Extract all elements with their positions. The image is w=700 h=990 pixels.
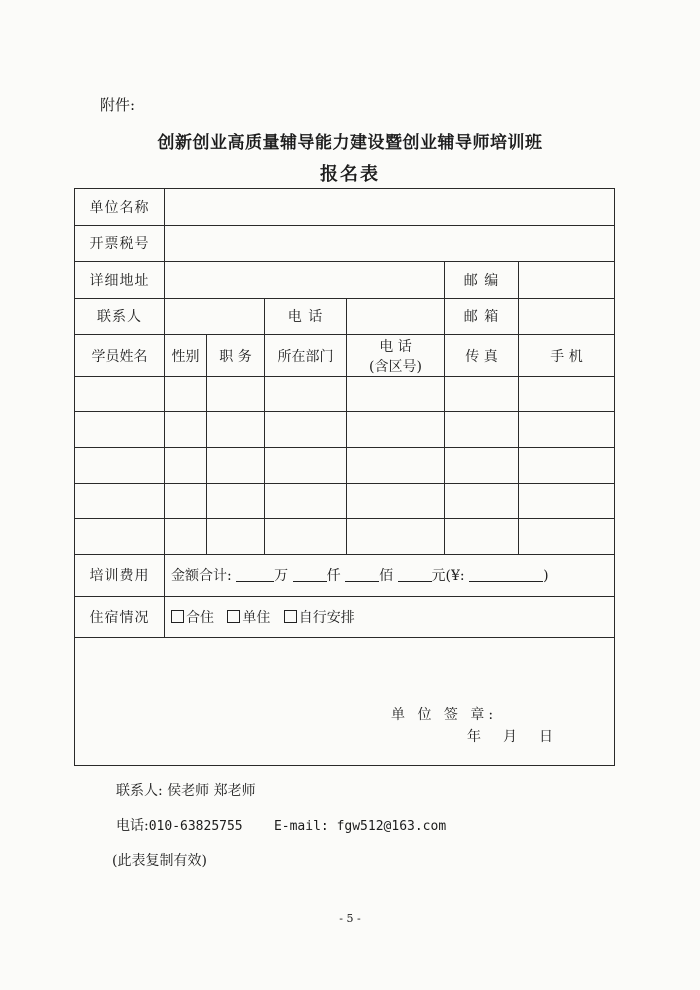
fee-row xyxy=(75,554,615,597)
fee-bai-label: 佰 xyxy=(379,568,394,585)
col-department: 所在部门 xyxy=(265,335,347,377)
student-cell[interactable] xyxy=(75,412,165,448)
phone-label: 电 话 xyxy=(265,298,347,335)
student-cell[interactable] xyxy=(347,376,445,412)
student-row xyxy=(75,412,615,448)
student-cell[interactable] xyxy=(445,447,519,483)
student-cell[interactable] xyxy=(519,376,615,412)
student-cell[interactable] xyxy=(347,447,445,483)
student-cell[interactable] xyxy=(75,483,165,519)
lodging-options xyxy=(165,597,615,638)
fee-total-label: 金额合计: xyxy=(171,568,232,585)
signature-area[interactable] xyxy=(75,637,615,765)
fee-qian-blank[interactable] xyxy=(293,567,327,582)
date-line xyxy=(467,726,575,746)
student-cell[interactable] xyxy=(519,519,615,555)
student-cell[interactable] xyxy=(445,483,519,519)
lodging-row xyxy=(75,597,615,638)
row-invoice-tax-no xyxy=(75,225,615,262)
address-label: 详细地址 xyxy=(75,262,165,299)
email-label: 邮 箱 xyxy=(445,298,519,335)
student-cell[interactable] xyxy=(347,519,445,555)
lodging-option-shared[interactable]: 合住 xyxy=(171,610,214,626)
checkbox-icon[interactable] xyxy=(284,610,297,623)
col-phone-bottom: (含区号) xyxy=(369,358,422,375)
email-address: fgw512@163.com xyxy=(336,819,447,834)
student-cell[interactable] xyxy=(75,376,165,412)
registration-form-table xyxy=(74,188,615,766)
phone-field[interactable] xyxy=(347,298,445,335)
email-field[interactable] xyxy=(519,298,615,335)
student-cell[interactable] xyxy=(207,483,265,519)
col-phone xyxy=(347,335,445,377)
student-cell[interactable] xyxy=(265,376,347,412)
student-cell[interactable] xyxy=(165,412,207,448)
form-title: 创新创业高质量辅导能力建设暨创业辅导师培训班 xyxy=(157,133,543,153)
row-address xyxy=(75,262,615,299)
student-cell[interactable] xyxy=(75,519,165,555)
footer-phone-line xyxy=(116,815,446,835)
student-row xyxy=(75,483,615,519)
fee-close-paren: ) xyxy=(543,568,549,585)
student-cell[interactable] xyxy=(265,519,347,555)
row-contact xyxy=(75,298,615,335)
col-fax: 传 真 xyxy=(445,335,519,377)
day-label: 日 xyxy=(539,728,553,745)
student-cell[interactable] xyxy=(265,447,347,483)
fee-field[interactable] xyxy=(165,554,615,597)
student-cell[interactable] xyxy=(207,519,265,555)
student-cell[interactable] xyxy=(347,483,445,519)
fee-wan-blank[interactable] xyxy=(236,567,274,582)
fee-label: 培训费用 xyxy=(75,554,165,597)
signature-row xyxy=(75,637,615,765)
contact-person-label: 联系人 xyxy=(75,298,165,335)
student-cell[interactable] xyxy=(445,376,519,412)
student-header-row xyxy=(75,335,615,377)
checkbox-icon[interactable] xyxy=(227,610,240,623)
lodging-option-single[interactable]: 单住 xyxy=(227,610,270,626)
unit-seal-label: 单 位 签 章: xyxy=(391,706,498,723)
student-cell[interactable] xyxy=(519,412,615,448)
col-gender: 性别 xyxy=(165,335,207,377)
fee-bai-blank[interactable] xyxy=(345,567,379,582)
contact-person-field[interactable] xyxy=(165,298,265,335)
student-cell[interactable] xyxy=(165,519,207,555)
student-cell[interactable] xyxy=(165,376,207,412)
student-cell[interactable] xyxy=(207,412,265,448)
unit-name-field[interactable] xyxy=(165,189,615,226)
student-cell[interactable] xyxy=(519,483,615,519)
fee-yuan-label: 元(¥: xyxy=(431,568,465,585)
invoice-tax-no-label: 开票税号 xyxy=(75,225,165,262)
col-position: 职 务 xyxy=(207,335,265,377)
student-cell[interactable] xyxy=(207,447,265,483)
student-row xyxy=(75,519,615,555)
copy-valid-note: (此表复制有效) xyxy=(112,853,207,869)
col-mobile: 手 机 xyxy=(519,335,615,377)
email-label: E-mail: xyxy=(273,819,329,834)
invoice-tax-no-field[interactable] xyxy=(165,225,615,262)
fee-amount-blank[interactable] xyxy=(469,567,543,582)
student-cell[interactable] xyxy=(165,447,207,483)
fee-wan-label: 万 xyxy=(274,568,289,585)
fee-qian-label: 仟 xyxy=(326,568,341,585)
student-cell[interactable] xyxy=(265,483,347,519)
postcode-label: 邮 编 xyxy=(445,262,519,299)
checkbox-icon[interactable] xyxy=(171,610,184,623)
attachment-label: 附件: xyxy=(100,96,136,114)
col-student-name: 学员姓名 xyxy=(75,335,165,377)
phone-label: 电话: xyxy=(116,818,149,834)
student-row xyxy=(75,376,615,412)
lodging-option-self[interactable]: 自行安排 xyxy=(284,610,355,626)
fee-yuan-blank[interactable] xyxy=(398,567,432,582)
form-subtitle: 报名表 xyxy=(320,164,380,185)
phone-number: 010-63825755 xyxy=(148,819,243,834)
address-field[interactable] xyxy=(165,262,445,299)
student-cell[interactable] xyxy=(165,483,207,519)
month-label: 月 xyxy=(503,728,517,745)
page-number: - 5 - xyxy=(339,912,361,925)
footer-contacts: 联系人: 侯老师 郑老师 xyxy=(116,783,256,799)
postcode-field[interactable] xyxy=(519,262,615,299)
student-cell[interactable] xyxy=(519,447,615,483)
student-cell[interactable] xyxy=(445,519,519,555)
row-unit-name xyxy=(75,189,615,226)
student-cell[interactable] xyxy=(445,412,519,448)
lodging-label: 住宿情况 xyxy=(75,597,165,638)
student-cell[interactable] xyxy=(347,412,445,448)
student-cell[interactable] xyxy=(207,376,265,412)
year-label: 年 xyxy=(467,728,481,745)
student-cell[interactable] xyxy=(265,412,347,448)
unit-name-label: 单位名称 xyxy=(75,189,165,226)
col-phone-top: 电 话 xyxy=(379,338,412,355)
student-row xyxy=(75,447,615,483)
student-cell[interactable] xyxy=(75,447,165,483)
